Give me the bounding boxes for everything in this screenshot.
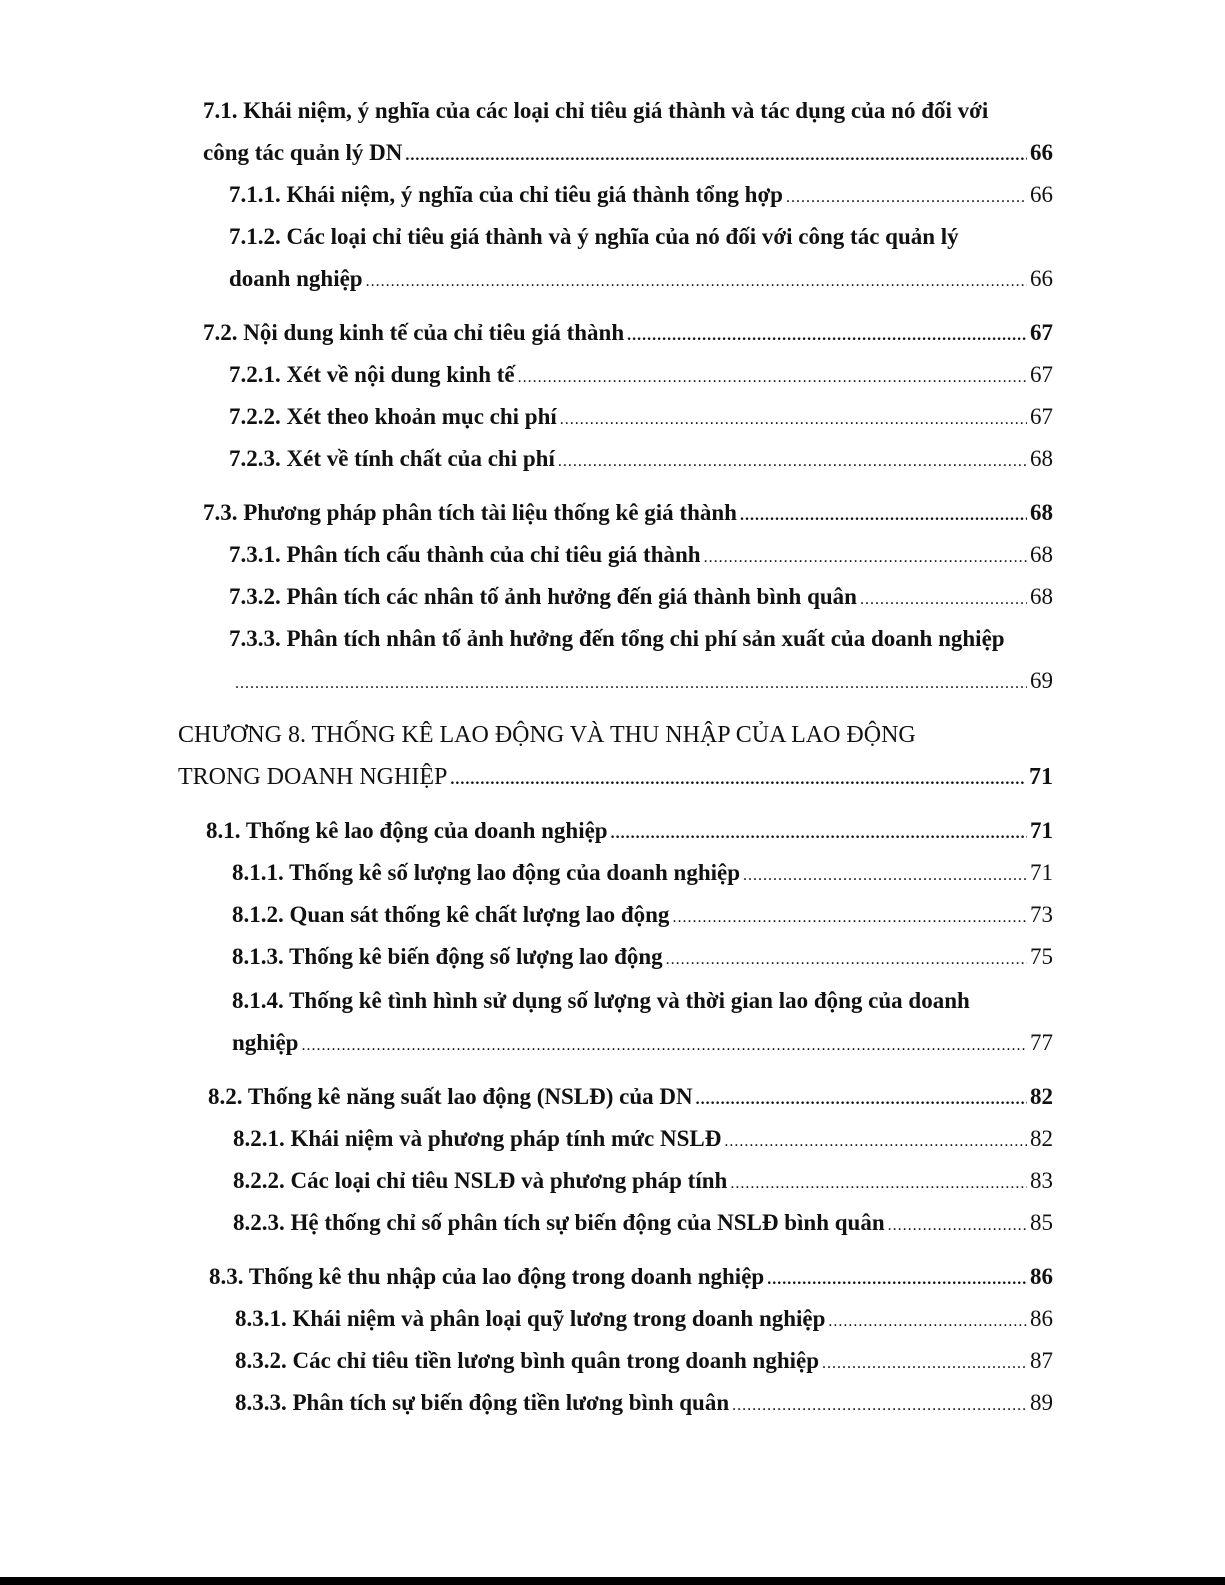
toc-page-number: 73 [1030,902,1053,927]
dot-leader [767,1265,1027,1295]
toc-entry-8-1-3[interactable] [232,942,1053,975]
toc-entry-text: 7.3. Phương pháp phân tích tài liệu thống kê giá thành [203,500,737,525]
toc-page-number: 67 [1030,404,1053,429]
toc-entry-text: 8.3.3. Phân tích sự biến động tiền lương bình quân [235,1390,730,1415]
toc-chapter-8[interactable] [178,720,1053,750]
toc-entry-7-2-1[interactable] [229,360,1053,393]
toc-entry-8-2-2[interactable] [233,1166,1053,1199]
toc-entry-text: 7.2.3. Xét về tính chất của chi phí [229,446,555,471]
dot-leader [704,543,1027,573]
toc-entry-7-1-2-cont[interactable] [229,264,1053,297]
toc-entry-8-1-4[interactable] [232,986,1053,1016]
toc-page-number: 68 [1030,446,1053,471]
toc-entry-text: nghiệp [232,1030,299,1055]
dot-leader [560,405,1027,435]
toc-page-number: 66 [1030,140,1053,165]
toc-entry-7-2[interactable] [203,318,1053,351]
toc-entry-7-1-2[interactable] [229,222,1053,252]
chapter-title: TRONG DOANH NGHIỆP [178,764,448,790]
toc-entry-text: 7.2.1. Xét về nội dung kinh tế [229,362,515,387]
toc-entry-8-2-1[interactable] [233,1124,1053,1157]
toc-entry-7-2-3[interactable] [229,444,1053,477]
toc-entry-text: 7.2.2. Xét theo khoản mục chi phí [229,404,557,429]
toc-chapter-8-cont[interactable] [178,762,1053,795]
toc-entry-7-3[interactable] [203,498,1053,531]
toc-page-number: 82 [1030,1084,1053,1109]
dot-leader [743,861,1027,891]
dot-leader [611,819,1027,849]
toc-entry-text: 7.3.1. Phân tích cấu thành của chỉ tiêu giá thành [229,542,701,567]
toc-entry-8-3[interactable] [209,1262,1053,1295]
toc-page-number: 68 [1030,584,1053,609]
dot-leader [450,765,1026,795]
toc-page-number: 66 [1030,266,1053,291]
dot-leader [888,1211,1027,1241]
toc-entry-text: 8.2. Thống kê năng suất lao động (NSLĐ) của DN [208,1084,693,1109]
toc-page-number: 71 [1030,818,1053,843]
toc-page-number: 87 [1030,1348,1053,1373]
toc-entry-text: 8.2.2. Các loại chỉ tiêu NSLĐ và phương pháp tính [233,1168,728,1193]
toc-entry-8-3-1[interactable] [235,1304,1053,1337]
toc-page-number: 66 [1030,182,1053,207]
toc-entry-text: 8.3. Thống kê thu nhập của lao động trong doanh nghiệp [209,1264,765,1289]
toc-entry-7-3-2[interactable] [229,582,1053,615]
toc-entry-text: 7.1. Khái niệm, ý nghĩa của các loại chỉ tiêu giá thành và tác dụng của nó đối với [203,98,989,123]
toc-page-number: 85 [1030,1210,1053,1235]
toc-entry-7-1-1[interactable] [229,180,1053,213]
toc-entry-text: 8.2.3. Hệ thống chỉ số phân tích sự biến động của NSLĐ bình quân [233,1210,885,1235]
toc-entry-text: 8.1.1. Thống kê số lượng lao động của doanh nghiệp [232,860,740,885]
toc-entry-text: 7.1.2. Các loại chỉ tiêu giá thành và ý nghĩa của nó đối với công tác quản lý [229,224,959,249]
toc-entry-7-1-cont[interactable] [203,138,1053,171]
dot-leader [724,1127,1027,1157]
toc-page-number: 67 [1030,362,1053,387]
toc-page-number: 67 [1030,320,1053,345]
dot-leader [696,1085,1027,1115]
dot-leader [666,945,1027,975]
dot-leader [822,1349,1027,1379]
chapter-title: CHƯƠNG 8. THỐNG KÊ LAO ĐỘNG VÀ THU NHẬP CỦA LAO ĐỘNG [178,722,916,748]
toc-entry-8-1[interactable] [206,816,1053,849]
toc-entry-text: 8.2.1. Khái niệm và phương pháp tính mức NSLĐ [233,1126,722,1151]
toc-entry-7-3-3[interactable] [229,624,1053,654]
dot-leader [860,585,1027,615]
dot-leader [672,903,1027,933]
dot-leader [366,267,1027,297]
toc-entry-7-3-3-cont[interactable] [235,666,1053,699]
toc-page-number: 71 [1030,860,1053,885]
dot-leader [740,501,1027,531]
toc-entry-text: 8.1.3. Thống kê biến động số lượng lao động [232,944,663,969]
toc-entry-text: 7.3.3. Phân tích nhân tố ảnh hưởng đến tổng chi phí sản xuất của doanh nghiệp [229,626,1005,651]
toc-page-number: 77 [1030,1030,1053,1055]
scan-edge-bar [0,1577,1225,1585]
dot-leader [235,669,1027,699]
toc-page-number: 83 [1030,1168,1053,1193]
toc-page-number: 68 [1030,542,1053,567]
toc-page-number: 86 [1030,1306,1053,1331]
toc-entry-text: 7.2. Nội dung kinh tế của chỉ tiêu giá thành [203,320,625,345]
dot-leader [518,363,1027,393]
dot-leader [730,1169,1027,1199]
dot-leader [301,1031,1027,1061]
toc-entry-text: 8.3.2. Các chỉ tiêu tiền lương bình quân trong doanh nghiệp [235,1348,820,1373]
toc-entry-8-1-4-cont[interactable] [232,1028,1053,1061]
toc-entry-8-2[interactable] [208,1082,1053,1115]
toc-page-number: 68 [1030,500,1053,525]
toc-entry-8-2-3[interactable] [233,1208,1053,1241]
dot-leader [627,321,1027,351]
toc-entry-text: 7.3.2. Phân tích các nhân tố ảnh hưởng đến giá thành bình quân [229,584,857,609]
toc-entry-8-1-2[interactable] [232,900,1053,933]
toc-entry-text: doanh nghiệp [229,266,363,291]
dot-leader [786,183,1027,213]
toc-entry-text: 8.1.4. Thống kê tình hình sử dụng số lượng và thời gian lao động của doanh [232,988,970,1013]
toc-entry-text: 8.1. Thống kê lao động của doanh nghiệp [206,818,608,843]
dot-leader [558,447,1027,477]
toc-entry-8-3-2[interactable] [235,1346,1053,1379]
toc-page-number: 86 [1030,1264,1053,1289]
toc-entry-8-3-3[interactable] [235,1388,1053,1421]
toc-page-number: 75 [1030,944,1053,969]
toc-page-number: 89 [1030,1390,1053,1415]
toc-page-number: 69 [1030,668,1053,693]
toc-entry-8-1-1[interactable] [232,858,1053,891]
toc-entry-7-3-1[interactable] [229,540,1053,573]
toc-entry-text: công tác quản lý DN [203,140,403,165]
dot-leader [732,1391,1027,1421]
dot-leader [405,141,1027,171]
toc-page-number: 71 [1029,764,1053,790]
toc-entry-text: 8.1.2. Quan sát thống kê chất lượng lao động [232,902,670,927]
toc-entry-7-2-2[interactable] [229,402,1053,435]
dot-leader [828,1307,1027,1337]
toc-entry-text: 7.1.1. Khái niệm, ý nghĩa của chỉ tiêu giá thành tổng hợp [229,182,783,207]
toc-entry-text: 8.3.1. Khái niệm và phân loại quỹ lương trong doanh nghiệp [235,1306,826,1331]
toc-entry-7-1[interactable] [203,96,1053,126]
toc-page-number: 82 [1030,1126,1053,1151]
